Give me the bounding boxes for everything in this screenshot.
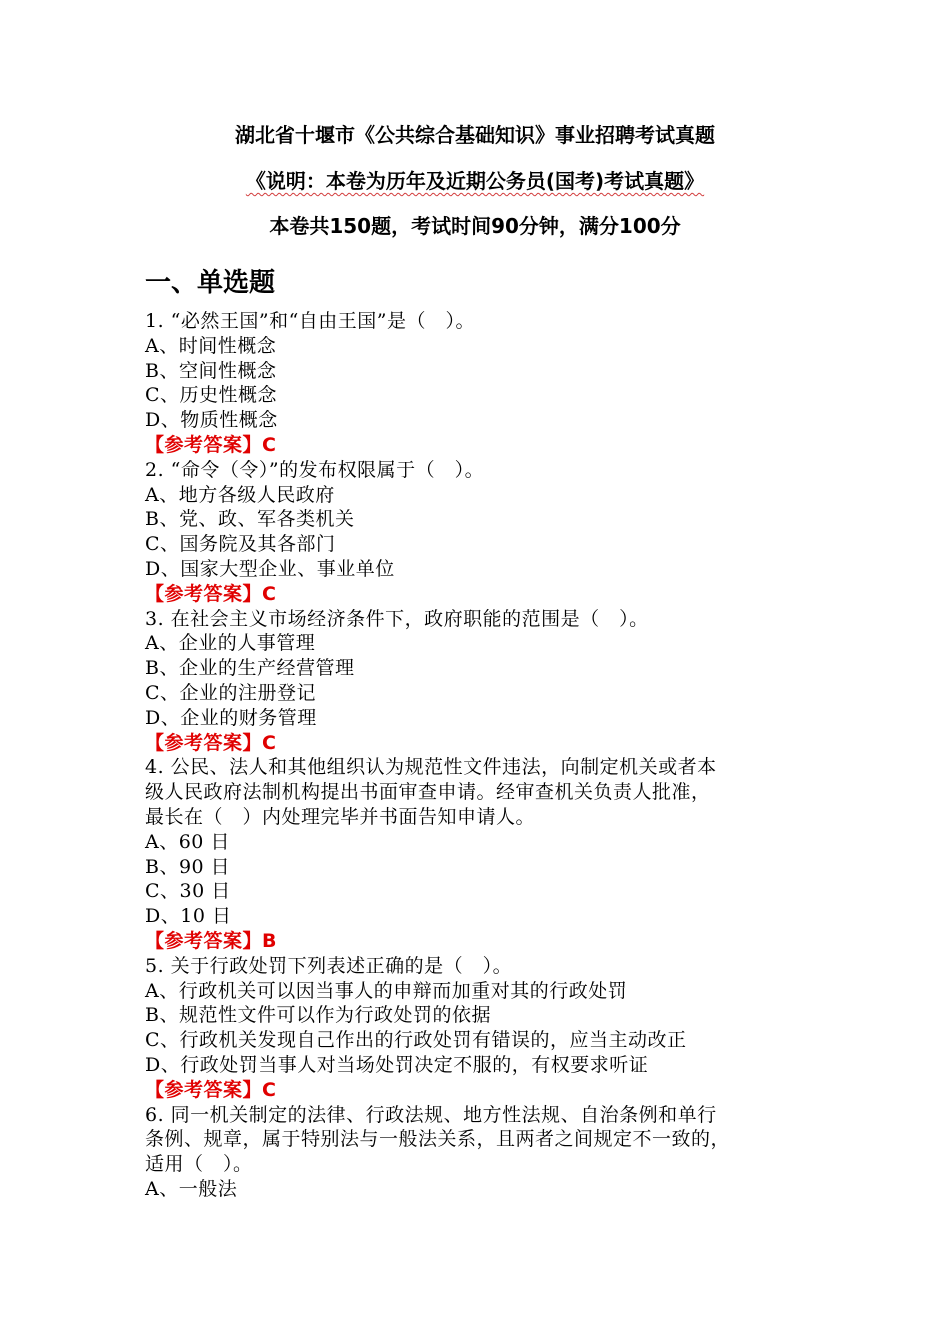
reference-answer: 【参考答案】C — [145, 1078, 277, 1101]
answer-option: D、行政处罚当事人对当场处罚决定不服的，有权要求听证 — [145, 1053, 649, 1076]
answer-option: A、60 日 — [145, 830, 230, 853]
answer-option: C、行政机关发现自己作出的行政处罚有错误的，应当主动改正 — [145, 1029, 687, 1052]
reference-answer: 【参考答案】B — [145, 929, 277, 952]
answer-option: C、企业的注册登记 — [145, 681, 317, 704]
question-stem: 4. 公民、法人和其他组织认为规范性文件违法，向制定机关或者本 — [145, 756, 717, 779]
question-list — [145, 309, 835, 1202]
exam-info: 本卷共150题，考试时间90分钟，满分100分 — [269, 214, 681, 238]
answer-option: A、企业的人事管理 — [145, 632, 316, 655]
answer-option: B、企业的生产经营管理 — [145, 657, 355, 680]
question-item — [145, 309, 835, 458]
reference-answer: 【参考答案】C — [145, 433, 277, 456]
question-stem: 3. 在社会主义市场经济条件下，政府职能的范围是（ ）。 — [145, 607, 649, 630]
answer-option: B、空间性概念 — [145, 359, 277, 382]
reference-answer: 【参考答案】C — [145, 582, 277, 605]
answer-option: A、一般法 — [145, 1177, 238, 1200]
answer-option: D、物质性概念 — [145, 409, 278, 432]
answer-option: D、企业的财务管理 — [145, 706, 317, 729]
question-stem: 2. “命令（令）”的发布权限属于（ ）。 — [145, 458, 485, 481]
document-subtitle — [0, 167, 950, 195]
answer-option: C、国务院及其各部门 — [145, 533, 336, 556]
question-item — [145, 755, 835, 953]
answer-option: B、90 日 — [145, 855, 231, 878]
subtitle-text: 《说明：本卷为历年及近期公务员(国考)考试真题》 — [245, 169, 705, 193]
question-item — [145, 1103, 835, 1202]
question-stem: 条例、规章，属于特别法与一般法关系，且两者之间规定不一致的， — [145, 1128, 731, 1151]
section-title: 一、单选题 — [145, 268, 276, 298]
reference-answer: 【参考答案】C — [145, 731, 277, 754]
answer-option: D、10 日 — [145, 905, 232, 928]
question-item — [145, 954, 835, 1103]
question-stem: 适用（ ）。 — [145, 1153, 253, 1176]
answer-option: A、行政机关可以因当事人的申辩而加重对其的行政处罚 — [145, 979, 628, 1002]
answer-option: D、国家大型企业、事业单位 — [145, 557, 395, 580]
question-item — [145, 458, 835, 607]
answer-option: C、历史性概念 — [145, 384, 278, 407]
question-stem: 级人民政府法制机构提出书面审查申请。经审查机关负责人批准， — [145, 781, 711, 804]
answer-option: A、时间性概念 — [145, 334, 277, 357]
answer-option: B、党、政、军各类机关 — [145, 508, 355, 531]
question-stem: 1. “必然王国”和“自由王国”是（ ）。 — [145, 310, 476, 332]
question-item — [145, 607, 835, 756]
question-stem: 5. 关于行政处罚下列表述正确的是（ ）。 — [145, 954, 513, 977]
answer-option: A、地方各级人民政府 — [145, 483, 335, 506]
answer-option: C、30 日 — [145, 880, 231, 903]
question-stem: 6. 同一机关制定的法律、行政法规、地方性法规、自治条例和单行 — [145, 1103, 717, 1126]
question-stem: 最长在（ ）内处理完毕并书面告知申请人。 — [145, 805, 536, 828]
answer-option: B、规范性文件可以作为行政处罚的依据 — [145, 1004, 491, 1027]
document-title: 湖北省十堰市《公共综合基础知识》事业招聘考试真题 — [235, 123, 715, 147]
